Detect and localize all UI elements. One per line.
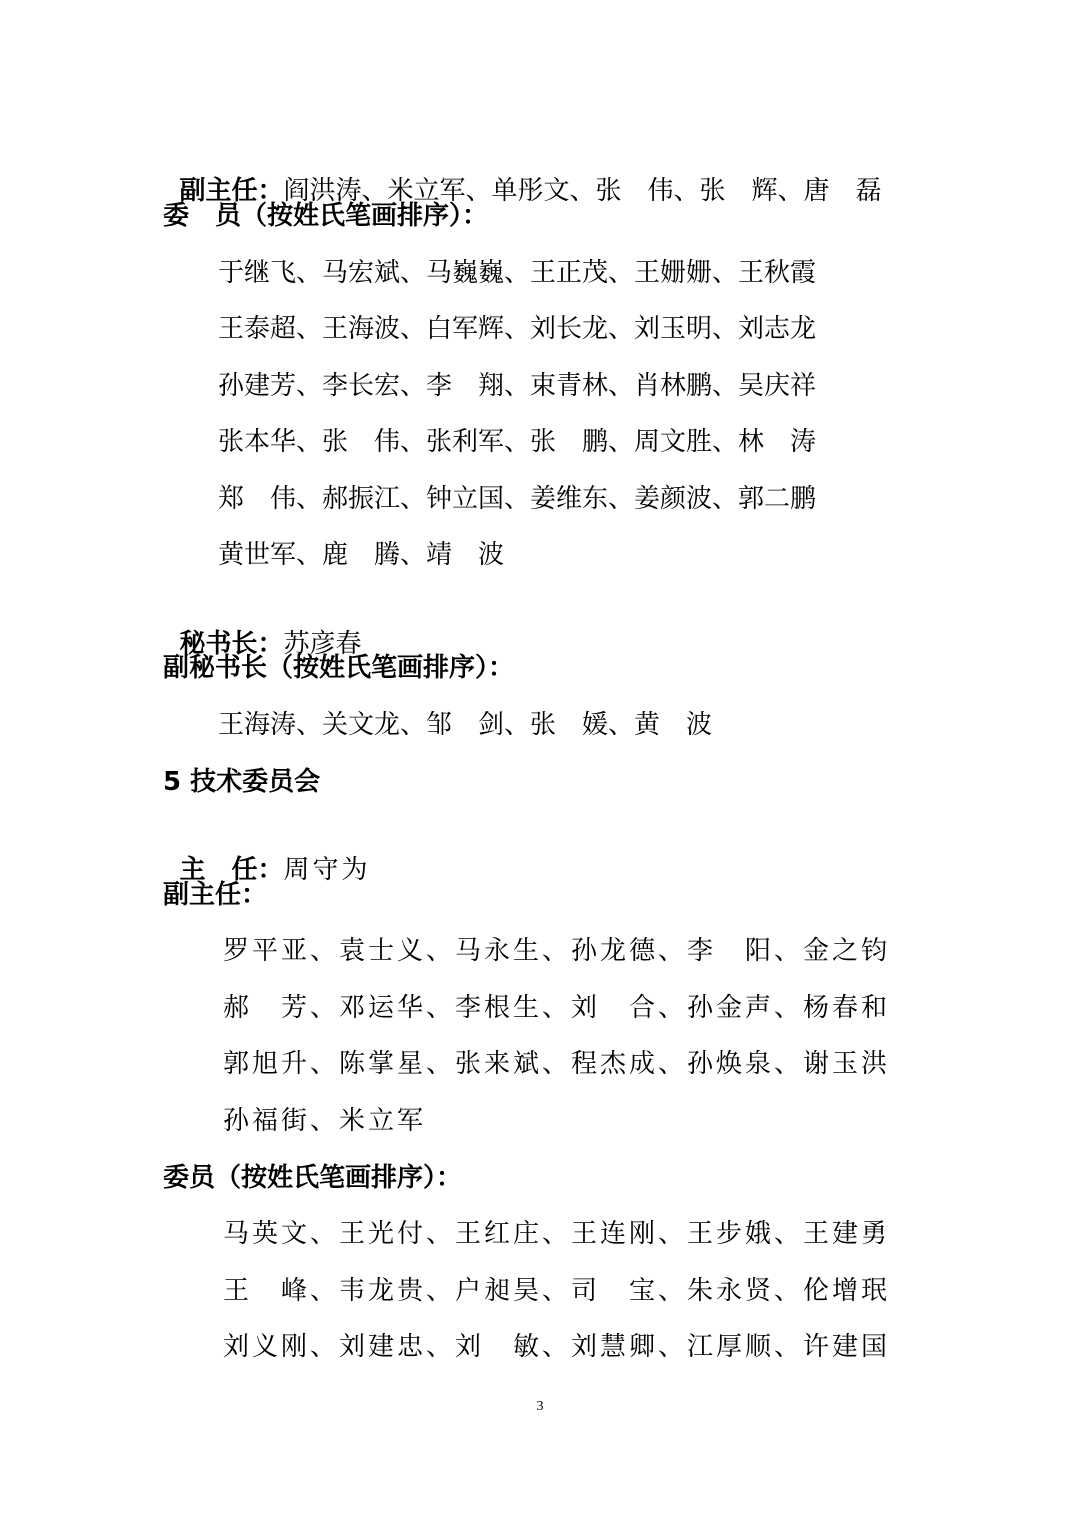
vice-director-names: 阎洪涛、米立军、单彤文、张 伟、张 辉、唐 磊 bbox=[283, 176, 882, 206]
members-heading: 委 员（按姓氏笔画排序）： bbox=[163, 201, 489, 231]
section-heading: 5 技术委员会 bbox=[163, 767, 321, 797]
vice-director-line: 罗平亚、袁士义、马永生、孙龙德、李 阳、金之钧 bbox=[223, 936, 891, 966]
deputy-secretary-names: 王海涛、关文龙、邹 剑、张 媛、黄 波 bbox=[218, 710, 713, 740]
member-line: 马英文、王光付、王红庄、王连刚、王步娥、王建勇 bbox=[223, 1219, 891, 1249]
vice-director-line: 孙福街、米立军 bbox=[223, 1106, 427, 1136]
vice-director-line: 郝 芳、邓运华、李根生、刘 合、孙金声、杨春和 bbox=[223, 993, 891, 1023]
secretary-name: 苏彦春 bbox=[283, 629, 362, 659]
vice-director-heading: 副主任： bbox=[163, 880, 268, 910]
member-line: 孙建芳、李长宏、李 翔、束青林、肖林鹏、吴庆祥 bbox=[218, 371, 817, 401]
member-line: 张本华、张 伟、张利军、张 鹏、周文胜、林 涛 bbox=[218, 427, 817, 457]
director-row bbox=[163, 822, 371, 886]
member-line: 郑 伟、郝振江、钟立国、姜维东、姜颜波、郭二鹏 bbox=[218, 484, 817, 514]
member-line: 王 峰、韦龙贵、户昶昊、司 宝、朱永贤、伦增珉 bbox=[223, 1276, 891, 1306]
members-heading: 委员（按姓氏笔画排序）： bbox=[163, 1163, 463, 1193]
member-line: 于继飞、马宏斌、马巍巍、王正茂、王姗姗、王秋霞 bbox=[218, 258, 817, 288]
member-line: 王泰超、王海波、白军辉、刘长龙、刘玉明、刘志龙 bbox=[218, 314, 817, 344]
secretary-label: 秘书长： bbox=[179, 629, 284, 659]
director-label: 主 任： bbox=[179, 855, 284, 885]
vice-director-line: 郭旭升、陈掌星、张来斌、程杰成、孙焕泉、谢玉洪 bbox=[223, 1049, 891, 1079]
director-name: 周守为 bbox=[283, 855, 371, 885]
vice-director-row bbox=[163, 143, 882, 207]
member-line: 刘义刚、刘建忠、刘 敏、刘慧卿、江厚顺、许建国 bbox=[223, 1332, 891, 1362]
member-line: 黄世军、鹿 腾、靖 波 bbox=[218, 540, 505, 570]
secretary-row bbox=[163, 596, 362, 660]
page-number: 3 bbox=[536, 1399, 544, 1414]
deputy-secretary-heading: 副秘书长（按姓氏笔画排序）： bbox=[163, 653, 515, 683]
vice-director-label: 副主任： bbox=[179, 176, 284, 206]
